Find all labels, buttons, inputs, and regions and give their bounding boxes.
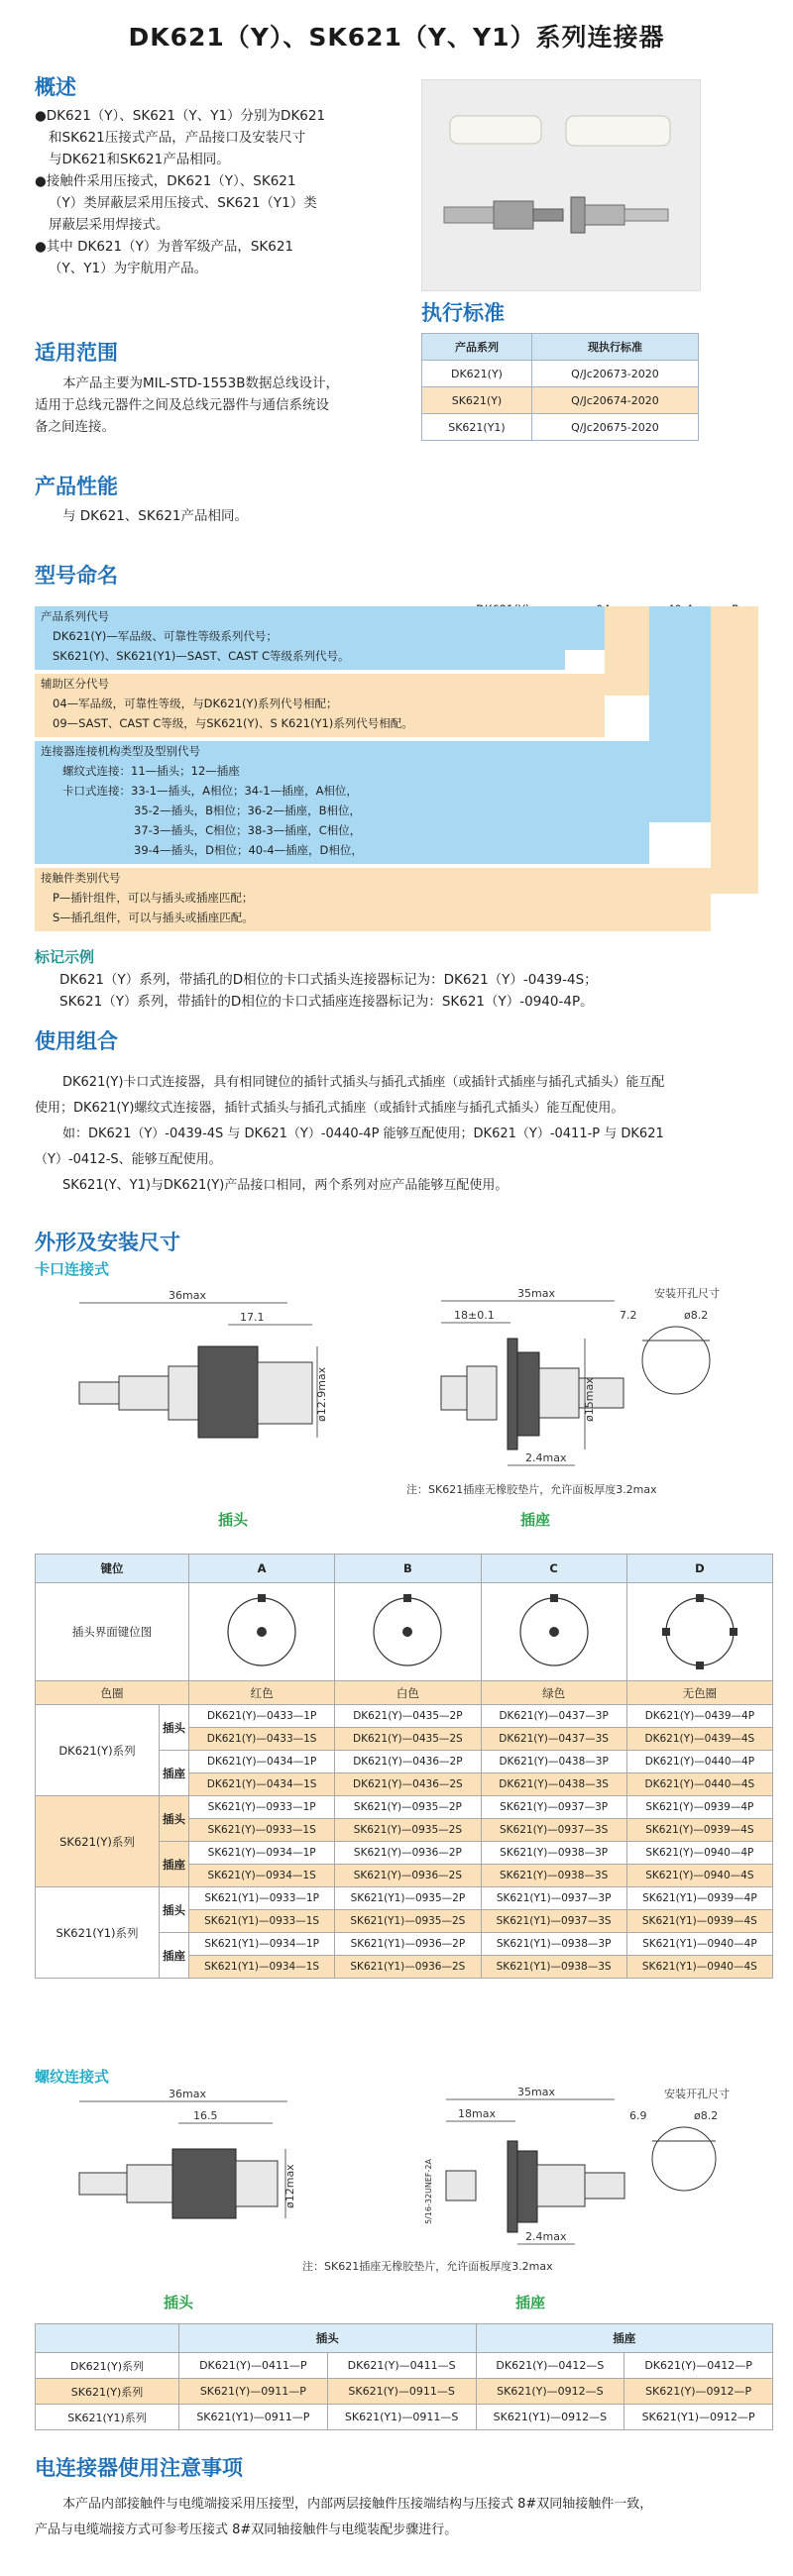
part-number-cell: DK621(Y)—0412—S	[476, 2353, 624, 2379]
part-number-cell: SK621(Y1)—0935—2S	[335, 1910, 481, 1933]
scope-line: 本产品主要为MIL-STD-1553B数据总线设计，	[62, 376, 339, 391]
part-number-cell: SK621(Y)—0936—2P	[335, 1842, 481, 1865]
key-diagram-d	[626, 1583, 772, 1681]
bayonet-col-key: 键位	[36, 1555, 189, 1583]
bayonet-mount-hole	[620, 1286, 720, 1394]
usage-line: DK621(Y)卡口式连接器，具有相同键位的插针式插头与插孔式插座（或插针式插座与插孔式插头）能互配	[62, 1075, 665, 1090]
part-number-cell: DK621(Y)—0435—2S	[335, 1728, 481, 1751]
overview-line: ●其中 DK621（Y）为普军级产品，SK621	[35, 239, 294, 255]
part-number-cell: SK621(Y1)—0935—2P	[335, 1887, 481, 1910]
overview-bullets	[35, 105, 411, 279]
thread-plug-drawing	[79, 2088, 296, 2218]
part-number-cell: SK621(Y1)—0940—4P	[626, 1933, 772, 1956]
series-cell: SK621(Y)系列	[36, 1796, 160, 1887]
color-c: 绿色	[481, 1681, 626, 1705]
part-number-cell: SK621(Y)—0911—S	[327, 2379, 476, 2405]
dim-t35max: 35max	[517, 2086, 555, 2098]
key-diagram-a	[189, 1583, 335, 1681]
usage-line: （Y）-0412-S、能够互配使用。	[35, 1152, 222, 1167]
part-number-cell: DK621(Y)—0439—4P	[626, 1705, 772, 1728]
page-title: DK621（Y）、SK621（Y、Y1）系列连接器	[128, 23, 665, 52]
part-number-cell: DK621(Y)—0440—4P	[626, 1751, 772, 1773]
part-number-cell: SK621(Y)—0934—1S	[189, 1865, 335, 1887]
dims-heading: 外形及安装尺寸	[35, 1231, 180, 1254]
bayonet-plug-drawing	[79, 1289, 328, 1438]
dim-17-1: 17.1	[240, 1311, 265, 1324]
bayonet-label: 卡口连接式	[35, 1260, 110, 1278]
notes-line: 产品与电缆端接方式可参考压接式 8#双同轴接触件与电缆装配步骤进行。	[35, 2522, 458, 2537]
part-number-cell: SK621(Y1)—0936—2P	[335, 1933, 481, 1956]
dim-35max: 35max	[517, 1287, 555, 1300]
part-number-cell: SK621(Y)—0912—S	[476, 2379, 624, 2405]
naming-line: 产品系列代号	[41, 609, 109, 623]
table-row	[36, 1796, 773, 1819]
usage-line: 如：DK621（Y）-0439-4S 与 DK621（Y）-0440-4P 能够互配使用；DK621（Y）-0411-P 与 DK621	[62, 1127, 664, 1141]
table-row	[36, 2353, 773, 2379]
part-number-cell: SK621(Y)—0939—4P	[626, 1796, 772, 1819]
series-cell: DK621(Y)系列	[36, 1705, 160, 1796]
mount-label: 安装开孔尺寸	[654, 1287, 720, 1300]
scope-line: 适用于总线元器件之间及总线元器件与通信系统设	[35, 397, 329, 413]
dim-7-2: 7.2	[620, 1309, 637, 1322]
naming-section-type	[35, 741, 649, 864]
dim-18: 18±0.1	[454, 1309, 495, 1322]
part-number-cell: DK621(Y)—0436—2P	[335, 1751, 481, 1773]
dim-6-9: 6.9	[629, 2109, 647, 2122]
series-cell: SK621(Y1)系列	[36, 1887, 160, 1979]
part-number-cell: SK621(Y1)—0911—P	[179, 2405, 328, 2430]
dim-12-9max: ø12.9max	[315, 1366, 328, 1422]
series-cell: DK621(Y)系列	[36, 2353, 179, 2379]
thread-col-socket: 插座	[476, 2324, 773, 2353]
part-number-cell: SK621(Y1)—0937—3S	[481, 1910, 626, 1933]
table-row	[36, 1705, 773, 1728]
thread-table	[35, 2323, 773, 2430]
dim-8-2: ø8.2	[684, 1309, 709, 1322]
part-number-cell: SK621(Y1)—0912—P	[624, 2405, 773, 2430]
usage-line: 使用；DK621(Y)螺纹式连接器，插针式插头与插孔式插座（或插针式插座与插孔式插头）能互配使用。	[35, 1101, 624, 1116]
part-number-cell: DK621(Y)—0434—1P	[189, 1751, 335, 1773]
part-number-cell: SK621(Y1)—0934—1S	[189, 1956, 335, 1979]
thread-col-plug: 插头	[179, 2324, 477, 2353]
key-c: C	[481, 1555, 626, 1583]
part-number-cell: DK621(Y)—0412—P	[624, 2353, 773, 2379]
product-photo	[421, 79, 701, 291]
part-number-cell: SK621(Y)—0935—2P	[335, 1796, 481, 1819]
part-number-cell: DK621(Y)—0411—S	[327, 2353, 476, 2379]
mount-label: 安装开孔尺寸	[664, 2088, 730, 2100]
overview-line: 和SK621压接式产品，产品接口及安装尺寸	[49, 130, 306, 146]
overview-line: ●DK621（Y）、SK621（Y、Y1）分别为DK621	[35, 108, 326, 124]
usage-text	[35, 1070, 768, 1199]
part-number-cell: SK621(Y)—0933—1S	[189, 1819, 335, 1842]
face-label: 插头界面键位图	[36, 1583, 189, 1681]
table-row	[36, 1887, 773, 1910]
color-d: 无色圈	[626, 1681, 772, 1705]
part-number-cell: DK621(Y)—0434—1S	[189, 1773, 335, 1796]
part-number-cell: SK621(Y1)—0933—1S	[189, 1910, 335, 1933]
marking-text	[59, 969, 773, 1013]
part-number-cell: SK621(Y1)—0933—1P	[189, 1887, 335, 1910]
thread-code: 5/16-32UNEF-2A	[424, 2159, 433, 2224]
notes-line: 本产品内部接触件与电缆端接采用压接型，内部两层接触件压接端结构与压接式 8#双同轴接触件一致，	[62, 2497, 653, 2512]
part-number-cell: SK621(Y)—0938—3P	[481, 1842, 626, 1865]
thread-socket-caption: 插座	[515, 2294, 546, 2311]
naming-heading: 型号命名	[35, 564, 118, 588]
part-number-cell: SK621(Y)—0937—3S	[481, 1819, 626, 1842]
part-number-cell: DK621(Y)—0437—3S	[481, 1728, 626, 1751]
thread-col-blank	[36, 2324, 179, 2353]
part-number-cell: SK621(Y1)—0938—3S	[481, 1956, 626, 1979]
model-naming-diagram	[35, 606, 738, 924]
standards-cell: DK621(Y)	[422, 361, 532, 387]
standards-cell: Q/Jc20673-2020	[531, 361, 698, 387]
part-number-cell: SK621(Y)—0940—4P	[626, 1842, 772, 1865]
part-number-cell: SK621(Y)—0937—3P	[481, 1796, 626, 1819]
standards-cell: Q/Jc20675-2020	[531, 414, 698, 441]
scope-line: 备之间连接。	[35, 419, 115, 435]
plug-cell: 插头	[160, 1796, 189, 1842]
part-number-cell: SK621(Y1)—0934—1P	[189, 1933, 335, 1956]
naming-line: 35-2—插头，B相位；36-2—插座，B相位，	[134, 804, 361, 817]
bayonet-socket-caption: 插座	[520, 1511, 551, 1529]
overview-line: （Y、Y1）为宇航用产品。	[49, 261, 208, 276]
overview-line: ●接触件采用压接式，DK621（Y）、SK621	[35, 173, 296, 189]
standards-cell: Q/Jc20674-2020	[531, 387, 698, 414]
marking-heading: 标记示例	[35, 948, 95, 966]
key-diagram-b	[335, 1583, 481, 1681]
usage-line: SK621(Y、Y1)与DK621(Y)产品接口相同，两个系列对应产品能够互配使用。	[62, 1178, 509, 1193]
scope-text	[35, 373, 411, 438]
part-number-cell: SK621(Y1)—0939—4S	[626, 1910, 772, 1933]
socket-cell: 插座	[160, 1842, 189, 1887]
naming-line: 连接器连接机构类型及型别代号	[41, 744, 200, 758]
part-number-cell: DK621(Y)—0433—1P	[189, 1705, 335, 1728]
part-number-cell: SK621(Y1)—0911—S	[327, 2405, 476, 2430]
part-number-cell: DK621(Y)—0439—4S	[626, 1728, 772, 1751]
naming-line: S—插孔组件，可以与插头或插座匹配。	[53, 911, 254, 924]
standards-heading: 执行标准	[421, 301, 505, 325]
notes-text	[35, 2492, 768, 2543]
part-number-cell: SK621(Y)—0935—2S	[335, 1819, 481, 1842]
marking-line: SK621（Y）系列，带插针的D相位的卡口式插座连接器标记为：SK621（Y）-0940-4P。	[59, 994, 594, 1010]
table-row	[36, 2379, 773, 2405]
naming-line: 39-4—插头，D相位；40-4—插座，D相位，	[134, 843, 363, 857]
part-number-cell: SK621(Y)—0939—4S	[626, 1819, 772, 1842]
part-number-cell: DK621(Y)—0433—1S	[189, 1728, 335, 1751]
connector-photo-illustration	[422, 80, 700, 290]
naming-line: DK621(Y)—军品级、可靠性等级系列代号；	[53, 629, 278, 643]
socket-cell: 插座	[160, 1751, 189, 1796]
naming-line: 接触件类别代号	[41, 871, 121, 885]
dim-2-4max: 2.4max	[525, 1451, 567, 1464]
bayonet-note: 注：SK621插座无橡胶垫片，允许面板厚度3.2max	[406, 1483, 657, 1496]
table-row	[36, 2405, 773, 2430]
plug-cell: 插头	[160, 1887, 189, 1933]
performance-heading: 产品性能	[35, 475, 118, 498]
overview-line: 与DK621和SK621产品相同。	[49, 152, 230, 167]
thread-socket-drawing	[424, 2086, 624, 2244]
part-number-cell: DK621(Y)—0440—4S	[626, 1773, 772, 1796]
overview-heading: 概述	[35, 75, 76, 99]
thread-drawing	[59, 2086, 773, 2289]
bayonet-plug-caption: 插头	[218, 1511, 249, 1529]
plug-cell: 插头	[160, 1705, 189, 1751]
standards-col-series: 产品系列	[422, 334, 532, 361]
naming-line: P—插针组件，可以与插头或插座匹配；	[53, 891, 254, 905]
marking-line: DK621（Y）系列，带插孔的D相位的卡口式插头连接器标记为：DK621（Y）-0439-4S；	[59, 972, 598, 988]
dim-36max: 36max	[169, 1289, 206, 1302]
usage-heading: 使用组合	[35, 1029, 118, 1053]
part-number-cell: SK621(Y)—0911—P	[179, 2379, 328, 2405]
part-number-cell: DK621(Y)—0437—3P	[481, 1705, 626, 1728]
naming-section-series	[35, 606, 565, 670]
key-d: D	[626, 1555, 772, 1583]
dim-15max: ø15max	[583, 1377, 596, 1422]
standards-table	[421, 333, 699, 441]
performance-text: 与 DK621、SK621产品相同。	[62, 508, 248, 524]
naming-line: SK621(Y)、SK621(Y1)—SAST、CAST C等级系列代号。	[53, 649, 350, 663]
dim-t2-4max: 2.4max	[525, 2230, 567, 2243]
part-number-cell: DK621(Y)—0436—2S	[335, 1773, 481, 1796]
dim-16-5: 16.5	[193, 2109, 218, 2122]
naming-line: 卡口式连接：33-1—插头，A相位；34-1—插座，A相位，	[62, 784, 358, 798]
part-number-cell: SK621(Y1)—0940—4S	[626, 1956, 772, 1979]
key-b: B	[335, 1555, 481, 1583]
series-cell: SK621(Y1)系列	[36, 2405, 179, 2430]
thread-plug-caption: 插头	[164, 2294, 194, 2311]
color-b: 白色	[335, 1681, 481, 1705]
part-number-cell: SK621(Y1)—0938—3P	[481, 1933, 626, 1956]
naming-line: 09—SAST、CAST C等级，与SK621(Y)、S K621(Y1)系列代号相配。	[53, 716, 413, 730]
table-row	[422, 387, 699, 414]
bayonet-socket-drawing	[441, 1287, 623, 1465]
key-a: A	[189, 1555, 335, 1583]
part-number-cell: SK621(Y1)—0936—2S	[335, 1956, 481, 1979]
overview-line: 屏蔽层采用焊接式。	[49, 217, 170, 233]
part-number-cell: DK621(Y)—0438—3P	[481, 1751, 626, 1773]
bayonet-drawing	[59, 1283, 773, 1506]
naming-line: 辅助区分代号	[41, 677, 109, 691]
part-number-cell: SK621(Y)—0936—2S	[335, 1865, 481, 1887]
thread-note: 注：SK621插座无橡胶垫片，允许面板厚度3.2max	[302, 2260, 553, 2273]
part-number-cell: SK621(Y)—0934—1P	[189, 1842, 335, 1865]
standards-cell: SK621(Y1)	[422, 414, 532, 441]
series-cell: SK621(Y)系列	[36, 2379, 179, 2405]
key-diagram-c	[481, 1583, 626, 1681]
dim-t18max: 18max	[458, 2107, 496, 2120]
part-number-cell: SK621(Y)—0912—P	[624, 2379, 773, 2405]
table-row	[422, 414, 699, 441]
dim-t12max: ø12max	[283, 2164, 296, 2208]
part-number-cell: DK621(Y)—0411—P	[179, 2353, 328, 2379]
naming-section-aux	[35, 674, 605, 737]
dim-t8-2: ø8.2	[694, 2109, 719, 2122]
part-number-cell: SK621(Y1)—0937—3P	[481, 1887, 626, 1910]
table-row	[422, 361, 699, 387]
standards-cell: SK621(Y)	[422, 387, 532, 414]
part-number-cell: SK621(Y)—0933—1P	[189, 1796, 335, 1819]
part-number-cell: SK621(Y)—0938—3S	[481, 1865, 626, 1887]
thread-label: 螺纹连接式	[35, 2068, 110, 2086]
thread-mount-hole	[629, 2087, 730, 2191]
overview-line: （Y）类屏蔽层采用压接式、SK621（Y1）类	[49, 195, 317, 211]
part-number-cell: SK621(Y1)—0912—S	[476, 2405, 624, 2430]
naming-line: 螺纹式连接：11—插头；12—插座	[62, 764, 240, 778]
part-number-cell: DK621(Y)—0438—3S	[481, 1773, 626, 1796]
dim-t36max: 36max	[169, 2088, 206, 2100]
naming-line: 37-3—插头，C相位；38-3—插座，C相位，	[134, 823, 362, 837]
part-number-cell: DK621(Y)—0435—2P	[335, 1705, 481, 1728]
socket-cell: 插座	[160, 1933, 189, 1979]
scope-heading: 适用范围	[35, 341, 118, 365]
part-number-cell: SK621(Y)—0940—4S	[626, 1865, 772, 1887]
bayonet-table	[35, 1554, 773, 1979]
naming-section-contact	[35, 868, 711, 931]
naming-line: 04—军品级，可靠性等级，与DK621(Y)系列代号相配；	[53, 697, 338, 710]
standards-col-std: 现执行标准	[531, 334, 698, 361]
notes-heading: 电连接器使用注意事项	[35, 2456, 243, 2480]
part-number-cell: SK621(Y1)—0939—4P	[626, 1887, 772, 1910]
color-label: 色圈	[36, 1681, 189, 1705]
color-a: 红色	[189, 1681, 335, 1705]
